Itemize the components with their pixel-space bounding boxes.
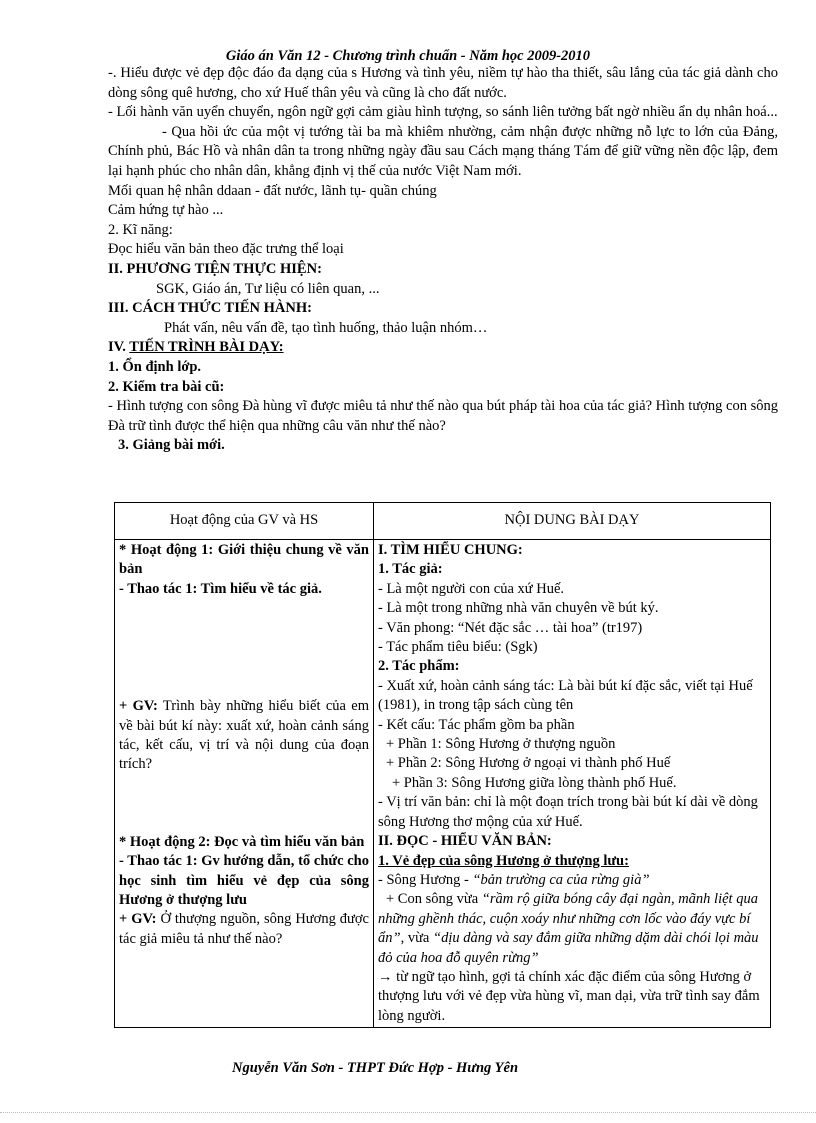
lesson-table xyxy=(114,502,771,1028)
objective-paragraph: -. Hiểu được vẻ đẹp độc đáo đa dạng của s Hương và tình yêu, niềm tự hào tha thiết, sâu lắng của tác giả dành cho dòng sông quê hương, cho xứ Huế thân yêu và cũng là cho đất nước. xyxy=(108,65,778,101)
page-bottom-divider xyxy=(0,1112,816,1113)
gv-label: + GV: xyxy=(119,698,158,715)
teacher-activity-cell xyxy=(115,540,374,1028)
section-heading-means: II. PHƯƠNG TIỆN THỰC HIỆN: xyxy=(108,260,322,277)
content-subheading: 1. Tác giả: xyxy=(378,561,443,578)
content-heading: I. TÌM HIỂU CHUNG: xyxy=(378,542,523,558)
review-question: - Hình tượng con sông Đà hùng vĩ được miêu tả như thế nào qua bút pháp tài hoa của tác giả? Hình tượng con sông Đà trữ tình được thể hiện qua những câu văn như thế nào? xyxy=(108,398,778,434)
section-content-methods: Phát vấn, nêu vấn đề, tạo tình huống, thảo luận nhóm… xyxy=(164,319,488,336)
table-row xyxy=(115,540,771,1028)
content-line: - Là một trong những nhà văn chuyên về bút ký. xyxy=(378,600,659,617)
activity-step: - Thao tác 1: Tìm hiểu về tác giả. xyxy=(119,580,322,597)
skill-heading: 2. Kĩ năng: xyxy=(108,221,173,238)
step-heading: 1. Ổn định lớp. xyxy=(108,358,202,375)
activity-heading: * Hoạt động 2: Đọc và tìm hiểu văn bản xyxy=(119,833,365,850)
objective-paragraph: - Lối hành văn uyển chuyển, ngôn ngữ gợi cảm giàu hình tượng, so sánh liên tưởng bất ngờ nhiều ẩn dụ nhân hoá... xyxy=(108,104,778,121)
content-line: + Con sông vừa “rầm rộ giữa bóng cây đại ngàn, mãnh liệt qua những ghềnh thác, cuộn xoáy như những cơn lốc vào đáy vực bí ẩn”, vừa “dịu dàng và say đắm giữa những dặm dài chói lọi màu đỏ của hoa đỗ quyên rừng” xyxy=(378,891,759,966)
content-subheading: 1. Vẻ đẹp của sông Hương ở thượng lưu: xyxy=(378,852,629,869)
section-content-means: SGK, Giáo án, Tư liệu có liên quan, ... xyxy=(156,280,380,297)
content-line: + Phần 1: Sông Hương ở thượng nguồn xyxy=(386,736,616,753)
table-header-right: NỘI DUNG BÀI DẠY xyxy=(374,503,771,540)
activity-heading: * Hoạt động 1: Giới thiệu chung về văn bản xyxy=(119,542,369,578)
gv-label: + GV: xyxy=(119,911,157,928)
lesson-content-cell xyxy=(374,540,771,1028)
content-line: - Xuất xứ, hoàn cảnh sáng tác: Là bài bút kí đặc sắc, viết tại Huế (1981), in trong tập sách cùng tên xyxy=(378,677,753,714)
table-header-left: Hoạt động của GV và HS xyxy=(115,503,374,540)
page-header: Giáo án Văn 12 - Chương trình chuẩn - Năm học 2009-2010 xyxy=(225,48,591,64)
content-line: - Vị trí văn bản: chỉ là một đoạn trích trong bài bút kí dài về dòng sông Hương thơ mộng của xứ Huế. xyxy=(378,794,758,830)
skill-text: Đọc hiểu văn bản theo đặc trưng thể loại xyxy=(108,241,344,258)
section-heading-methods: III. CÁCH THỨC TIẾN HÀNH: xyxy=(108,300,312,317)
content-line: → từ ngữ tạo hình, gợi tả chính xác đặc điểm của sông Hương ở thượng lưu với vẻ đẹp vừa hùng vĩ, man dại, vừa trữ tình say đắm lòng người. xyxy=(378,968,760,1024)
content-subheading: 2. Tác phẩm: xyxy=(378,658,460,675)
step-heading: 2. Kiểm tra bài cũ: xyxy=(108,378,225,395)
content-line: - Tác phẩm tiêu biểu: (Sgk) xyxy=(378,639,538,656)
objective-paragraph: Cảm hứng tự hào ... xyxy=(108,202,224,219)
content-line: - Kết cấu: Tác phẩm gồm ba phần xyxy=(378,716,575,733)
objective-paragraph: - Qua hồi ức của một vị tướng tài ba mà khiêm nhường, cảm nhận được những nỗ lực to lớn của Đảng, Chính phủ, Bác Hồ và nhân dân ta trong những ngày đầu sau Cách mạng tháng Tám để giữ vững nền độc lập, đem lại hạnh phúc cho nhân dân, khẳng định vị thế của nước Việt Nam mới. xyxy=(108,123,778,179)
content-line: - Là một người con của xứ Huế. xyxy=(378,580,565,597)
arrow-icon: → xyxy=(378,968,393,985)
section-heading-process xyxy=(108,338,778,358)
section-title: TIẾN TRÌNH BÀI DẠY: xyxy=(129,339,284,356)
activity-step: - Thao tác 1: Gv hướng dẫn, tổ chức cho học sinh tìm hiểu vẻ đẹp của sông Hương ở thượng lưu xyxy=(119,853,369,909)
section-prefix: IV. xyxy=(108,339,130,356)
objective-paragraph: Mối quan hệ nhân ddaan - đất nước, lãnh tụ- quần chúng xyxy=(108,182,437,199)
content-line: - Sông Hương - “bản trường ca của rừng già” xyxy=(378,871,650,888)
activity-question: + GV: Ở thượng nguồn, sông Hương được tác giả miêu tả như thế nào? xyxy=(119,911,369,947)
content-heading: II. ĐỌC - HIỂU VĂN BẢN: xyxy=(378,833,552,850)
content-line: + Phần 2: Sông Hương ở ngoại vi thành phố Huế xyxy=(386,755,671,772)
step-heading: 3. Giảng bài mới. xyxy=(118,437,225,454)
document-body xyxy=(108,64,778,456)
content-line: + Phần 3: Sông Hương giữa lòng thành phố Huế. xyxy=(392,774,677,791)
content-line: - Văn phong: “Nét đặc sắc … tài hoa” (tr197) xyxy=(378,619,643,636)
activity-question: + GV: Trình bày những hiểu biết của em về bài bút kí này: xuất xứ, hoàn cảnh sáng tác, kết cấu, vị trí và nội dung của đoạn trích? xyxy=(119,698,370,773)
page-footer: Nguyễn Văn Sơn - THPT Đức Hợp - Hưng Yên xyxy=(232,1060,519,1076)
table-header-row xyxy=(115,503,771,540)
